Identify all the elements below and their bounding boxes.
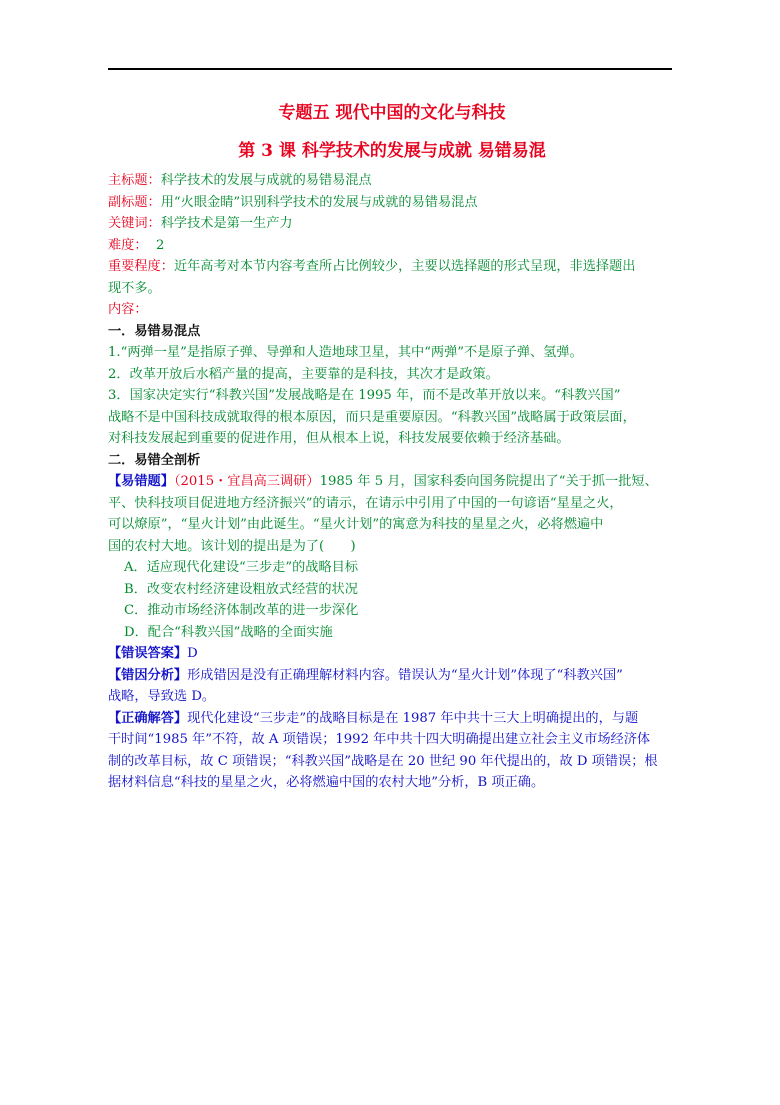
main-title-line [108, 170, 676, 192]
option-b: B．改变农村经济建设粗放式经营的状况 [124, 581, 358, 597]
header-rule [108, 68, 672, 70]
point-3-line-1: 3．国家决定实行“科教兴国”发展战略是在 1995 年，而不是改革开放以来。“科教兴国” [108, 388, 621, 403]
sub-title-value: 用“火眼金睛”识别科学技术的发展与成就的易错易混点 [160, 194, 478, 210]
importance-value: 近年高考对本节内容考查所占比例较少，主要以选择题的形式呈现，非选择题出 [173, 259, 636, 274]
right-answer-label: 【正确解答】 [108, 710, 188, 726]
importance-label: 重要程度： [108, 259, 174, 274]
point-3-line-3: 对科技发展起到重要的促进作用，但从根本上说，科技发展要依赖于经济基础。 [108, 431, 570, 446]
right-answer-line-4: 据材料信息“科技的星星之火，必将燃遍中国的农村大地”分析，B 项正确。 [108, 775, 545, 790]
point-3-line-2: 战略不是中国科技成就取得的根本原因，而只是重要原因。“科教兴国”战略属于政策层面， [108, 409, 636, 425]
sub-title-line [108, 192, 676, 214]
section2-heading: 二．易错全剖析 [108, 452, 201, 468]
document-body [108, 100, 676, 794]
option-d: D．配合“科教兴国”战略的全面实施 [124, 624, 333, 640]
importance-line-2: 现不多。 [108, 280, 161, 296]
question-source: （2015・宜昌高三调研） [173, 474, 320, 489]
question-line-2: 平、快科技项目促进地方经济振兴”的请示，在请示中引用了中国的一句谚语“星星之火， [108, 495, 623, 511]
wrong-answer-value: D [187, 646, 198, 661]
right-answer-line-3: 制的改革目标，故 C 项错误；“科教兴国”战略是在 20 世纪 90 年代提出的，故 D 项错误；根 [108, 753, 658, 769]
option-a: A．适应现代化建设“三步走”的战略目标 [124, 560, 359, 575]
right-answer-line-1 [108, 708, 676, 730]
keywords-value: 科学技术是第一生产力 [160, 216, 293, 231]
sub-title-label: 副标题： [108, 194, 161, 210]
wrong-answer-label: 【错误答案】 [108, 646, 188, 661]
difficulty-label: 难度： [108, 237, 148, 253]
difficulty-line [108, 235, 676, 257]
question-line-4: 国的农村大地。该计划的提出是为了( ) [108, 538, 356, 554]
importance-line [108, 256, 676, 278]
keywords-line [108, 213, 676, 235]
cause-line-1 [108, 665, 676, 687]
cause-label: 【错因分析】 [108, 667, 188, 683]
main-title-value: 科学技术的发展与成就的易错易混点 [160, 173, 372, 188]
content-label: 内容： [108, 302, 148, 317]
question-text-1: 1985 年 5 月，国家科委向国务院提出了“关于抓一批短、 [319, 474, 658, 489]
cause-line-2: 战略，导致选 D。 [108, 689, 216, 704]
question-line-3: 可以燎原”，“星火计划”由此诞生。“星火计划”的寓意为科技的星星之火，必将燃遍中 [108, 517, 604, 532]
question-label: 【易错题】 [108, 474, 174, 489]
section1-heading: 一．易错易混点 [108, 323, 201, 339]
point-1: 1.“两弹一星”是指原子弹、导弹和人造地球卫星，其中“两弹”不是原子弹、氢弹。 [108, 345, 583, 360]
lesson-title: 第 3 课 科学技术的发展与成就 易错易混 [238, 141, 546, 161]
wrong-answer-line [108, 643, 676, 665]
cause-text-1: 形成错因是没有正确理解材料内容。错误认为“星火计划”体现了“科教兴国” [187, 667, 623, 683]
question-line-1 [108, 471, 676, 493]
difficulty-value: 2 [147, 237, 165, 253]
right-answer-text-1: 现代化建设“三步走”的战略目标是在 1987 年中共十三大上明确提出的，与题 [187, 710, 639, 726]
document-title: 专题五 现代中国的文化与科技 [278, 103, 506, 123]
right-answer-line-2: 干时间“1985 年”不符，故 A 项错误；1992 年中共十四大明确提出建立社会主义市场经济体 [108, 732, 651, 747]
main-title-label: 主标题： [108, 173, 161, 188]
option-c: C．推动市场经济体制改革的进一步深化 [124, 603, 359, 618]
keywords-label: 关键词： [108, 216, 161, 231]
point-2: 2．改革开放后水稻产量的提高，主要靠的是科技，其次才是政策。 [108, 366, 499, 382]
